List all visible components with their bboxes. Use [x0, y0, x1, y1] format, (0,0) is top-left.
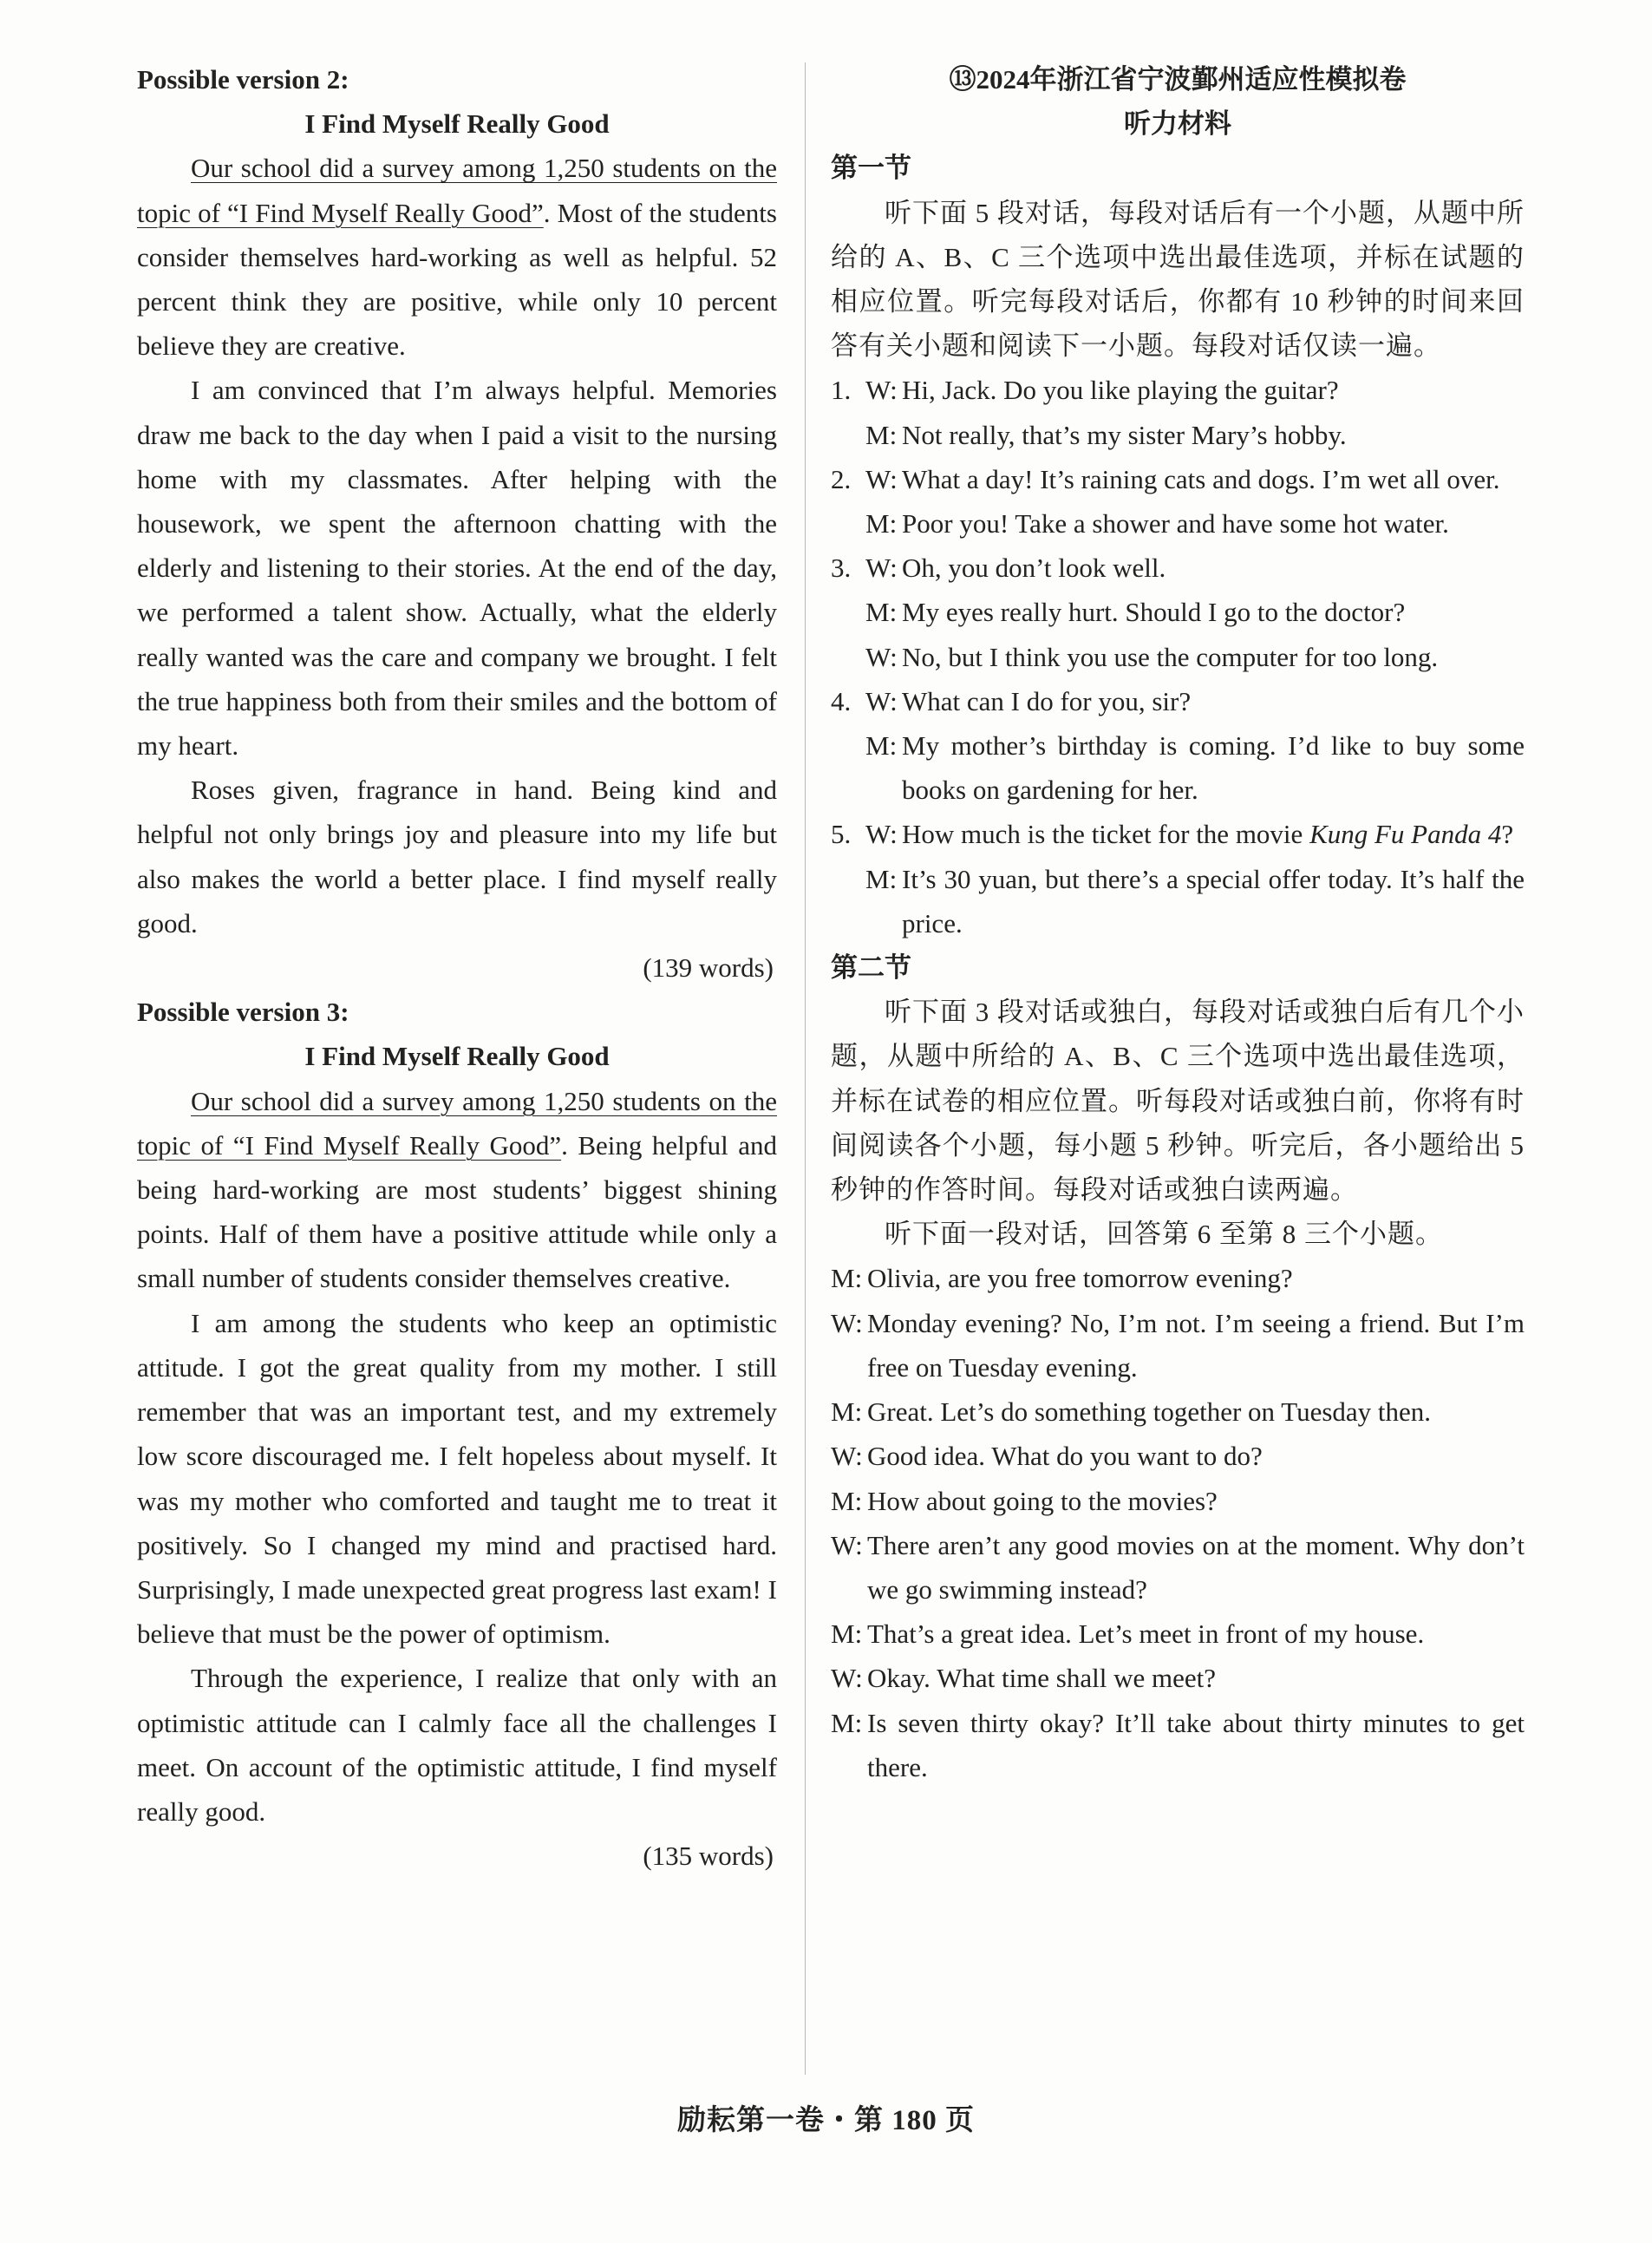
item-number: 5. — [831, 819, 852, 850]
dialogue-4-line-1 — [831, 679, 1525, 723]
conversation-line — [831, 1434, 1525, 1478]
utterance: Monday evening? No, I’m not. I’m seeing a friend. But I’m free on Tuesday evening. — [867, 1307, 1525, 1383]
version-3-label: Possible version 3: — [137, 997, 349, 1028]
speaker: M: — [865, 597, 898, 628]
speaker: W: — [865, 641, 898, 672]
utterance: Olivia, are you free tomorrow evening? — [867, 1263, 1293, 1294]
utterance: That’s a great idea. Let’s meet in front of my house. — [867, 1618, 1425, 1650]
dialogue-3-line-1 — [831, 546, 1525, 590]
speaker: W: — [865, 819, 898, 850]
version-2-label: Possible version 2: — [137, 64, 349, 95]
speaker: M: — [865, 508, 898, 539]
conversation-line — [831, 1701, 1525, 1789]
item-number: 2. — [831, 463, 852, 494]
speaker: W: — [865, 463, 898, 494]
utterance: Not really, that’s my sister Mary’s hobby. — [902, 419, 1347, 450]
conversation-line — [831, 1301, 1525, 1390]
listening-material-title: 听力材料 — [1124, 108, 1231, 140]
page-footer: 励耘第一卷・第 180 页 — [677, 2105, 975, 2136]
speaker: W: — [831, 1663, 863, 1694]
dialogue-2-line-2 — [831, 501, 1525, 546]
version-2-paragraph-3: Roses given, fragrance in hand. Being kind and helpful not only brings joy and pleasure into my life but also makes the world a better place. I find myself really good. — [137, 775, 777, 938]
dialogue-1-line-2 — [831, 413, 1525, 457]
version-3-underlined-opening: Our school did a survey among 1,250 students on the topic of “I Find Myself Really Good” — [137, 1085, 777, 1161]
exam-title: ⑬2024年浙江省宁波鄞州适应性模拟卷 — [949, 64, 1407, 95]
speaker: M: — [865, 730, 898, 762]
dialogue-4-line-2 — [831, 723, 1525, 812]
speaker: M: — [865, 419, 898, 450]
conversation-line — [831, 1612, 1525, 1656]
version-2-paragraph-1 — [137, 146, 777, 368]
utterance: No, but I think you use the computer for too long. — [902, 641, 1439, 672]
conversation-line — [831, 1390, 1525, 1434]
speaker: M: — [831, 1263, 863, 1294]
speaker: W: — [831, 1307, 863, 1338]
movie-title: Kung Fu Panda 4 — [1309, 819, 1502, 850]
version-3-paragraph-3: Through the experience, I realize that only with an optimistic attitude can I calmly face all the challenges I meet. On account of the optimistic attitude, I find myself really good. — [137, 1663, 777, 1827]
version-3-title: I Find Myself Really Good — [304, 1041, 610, 1072]
speaker: W: — [831, 1529, 863, 1560]
utterance: What can I do for you, sir? — [902, 685, 1192, 716]
conversation-line — [831, 1523, 1525, 1612]
speaker: W: — [865, 375, 898, 406]
section-1-heading: 第一节 — [831, 153, 911, 184]
speaker: M: — [831, 1396, 863, 1428]
dialogue-3-line-3 — [831, 635, 1525, 679]
utterance: There aren’t any good movies on at the moment. Why don’t we go swimming instead? — [867, 1529, 1525, 1605]
utterance: It’s 30 yuan, but there’s a special offer today. It’s half the price. — [902, 863, 1525, 938]
utterance: How much is the ticket for the movie Kung Fu Panda 4? — [902, 819, 1514, 850]
speaker: W: — [831, 1441, 863, 1472]
utterance: Great. Let’s do something together on Tuesday then. — [867, 1396, 1432, 1428]
speaker: M: — [831, 1707, 863, 1738]
version-2-word-count: (139 words) — [643, 952, 774, 984]
version-2-paragraph-1-rest: . Most of the students consider themselves hard-working as well as helpful. 52 percent think they are positive, while only 10 percent believe they are creative. — [137, 197, 777, 362]
dialogue-5-line-1 — [831, 812, 1525, 856]
utterance: Is seven thirty okay? It’ll take about thirty minutes to get there. — [867, 1707, 1525, 1782]
conversation-line — [831, 1479, 1525, 1523]
dialogue-3-line-2 — [831, 590, 1525, 634]
utterance: What a day! It’s raining cats and dogs. I’m wet all over. — [902, 463, 1500, 494]
conversation-line — [831, 1656, 1525, 1700]
utterance: Good idea. What do you want to do? — [867, 1441, 1263, 1472]
section-2-instructions: 听下面 3 段对话或独白，每段对话或独白后有几个小题，从题中所给的 A、B、C 三个选项中选出最佳选项，并标在试卷的相应位置。听每段对话或独白前，你将有时间阅读各个小题，每小题 5 秒钟。听完后，各小题给出 5 秒钟的作答时间。每段对话或独白读两遍。 — [831, 997, 1525, 1206]
version-3-paragraph-1 — [137, 1079, 777, 1301]
utterance: My eyes really hurt. Should I go to the doctor? — [902, 597, 1406, 628]
version-2-paragraph-2: I am convinced that I’m always helpful. Memories draw me back to the day when I paid a visit to the nursing home with my classmates. After helping with the housework, we spent the afternoon chatting with the elderly and listening to their stories. At the end of the day, we performed a talent show. Actually, what the elderly really wanted was the care and company we brought. I felt the true happiness both from their smiles and the bottom of my heart. — [137, 375, 777, 762]
speaker: W: — [865, 685, 898, 716]
conversation-line — [831, 1256, 1525, 1300]
version-2-title: I Find Myself Really Good — [304, 108, 610, 140]
version-3-paragraph-1-rest: . Being helpful and being hard-working are most students’ biggest shining points. Half of them have a positive attitude while only a small number of students consider themselves creative. — [137, 1129, 777, 1294]
speaker: W: — [865, 553, 898, 584]
utterance: Oh, you don’t look well. — [902, 553, 1166, 584]
section-2-sub-instructions: 听下面一段对话，回答第 6 至第 8 三个小题。 — [885, 1219, 1443, 1250]
left-column — [137, 57, 777, 1878]
dialogue-1-line-1 — [831, 368, 1525, 412]
utterance: Poor you! Take a shower and have some hot water. — [902, 508, 1449, 539]
item-number: 3. — [831, 553, 852, 584]
dialogue-5-line-2 — [831, 857, 1525, 945]
right-column — [831, 57, 1525, 1789]
section-2-heading: 第二节 — [831, 952, 911, 984]
utterance: My mother’s birthday is coming. I’d like to buy some books on gardening for her. — [902, 730, 1525, 806]
dialogue-2-line-1 — [831, 457, 1525, 501]
version-2-underlined-opening: Our school did a survey among 1,250 students on the topic of “I Find Myself Really Good” — [137, 153, 777, 228]
utterance: Hi, Jack. Do you like playing the guitar? — [902, 375, 1339, 406]
utterance: How about going to the movies? — [867, 1485, 1218, 1516]
item-number: 1. — [831, 375, 852, 406]
version-3-paragraph-2: I am among the students who keep an optimistic attitude. I got the great quality from my mother. I still remember that was an important test, and my extremely low score discouraged me. I felt hopeless about myself. It was my mother who comforted and taught me to treat it positively. So I changed my mind and practised hard. Surprisingly, I made unexpected great progress last exam! I believe that must be the power of optimism. — [137, 1307, 777, 1650]
speaker: M: — [831, 1485, 863, 1516]
item-number: 4. — [831, 685, 852, 716]
speaker: M: — [865, 863, 898, 894]
version-3-word-count: (135 words) — [643, 1841, 774, 1872]
column-divider — [805, 62, 806, 2075]
speaker: M: — [831, 1618, 863, 1650]
utterance: Okay. What time shall we meet? — [867, 1663, 1217, 1694]
section-1-instructions: 听下面 5 段对话，每段对话后有一个小题，从题中所给的 A、B、C 三个选项中选出最佳选项，并标在试题的相应位置。听完每段对话后，你都有 10 秒钟的时间来回答有关小题和阅读下一小题。每段对话仅读一遍。 — [831, 197, 1525, 362]
